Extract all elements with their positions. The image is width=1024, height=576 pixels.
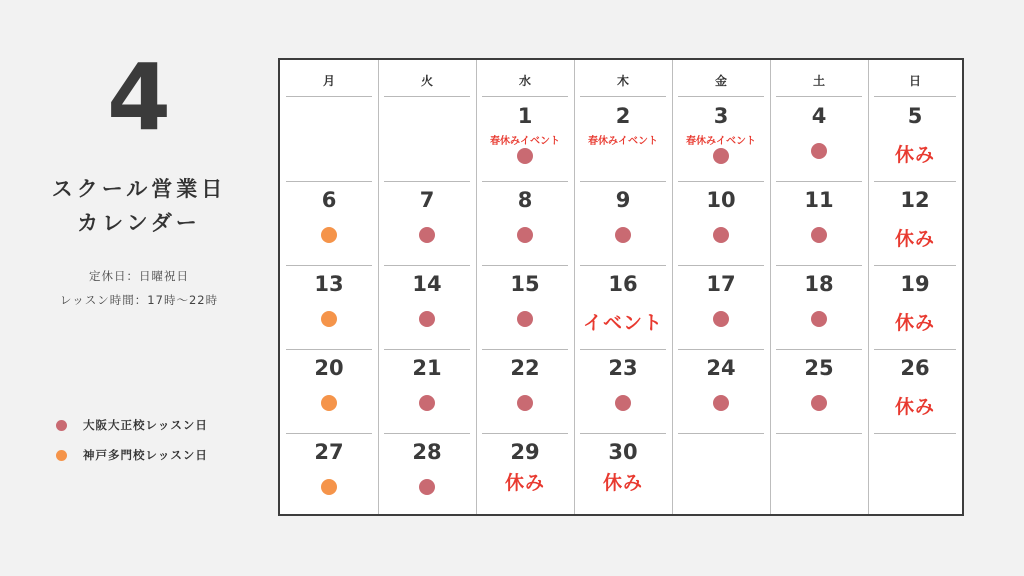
weekday-label: 木	[616, 74, 629, 88]
day-number: 27	[314, 440, 344, 464]
title-line-1: スクール営業日	[51, 177, 227, 201]
day-cell	[476, 266, 574, 350]
day-cell	[280, 434, 378, 516]
day-cell	[672, 266, 770, 350]
day-number: 29	[510, 440, 540, 464]
day-number: 23	[608, 356, 638, 380]
day-cell	[574, 98, 672, 182]
weekday-label: 火	[420, 74, 433, 88]
day-number: 24	[706, 356, 736, 380]
day-cell	[476, 182, 574, 266]
day-cell	[280, 266, 378, 350]
day-cell	[868, 434, 962, 516]
day-number: 6	[321, 188, 337, 212]
kobe-lesson-dot-icon	[321, 479, 337, 495]
closed-label: 休み	[504, 472, 545, 494]
day-cell	[770, 98, 868, 182]
day-number: 10	[706, 188, 736, 212]
lesson-hours-text: レッスン時間：17時〜22時	[59, 293, 219, 307]
osaka-lesson-dot-icon	[615, 395, 631, 411]
weekday-label: 金	[714, 74, 727, 88]
day-number: 13	[314, 272, 344, 296]
legend	[56, 410, 208, 470]
osaka-lesson-dot-icon	[713, 227, 729, 243]
day-number: 14	[412, 272, 442, 296]
day-number: 8	[517, 188, 533, 212]
osaka-lesson-dot-icon	[811, 311, 827, 327]
day-cell	[378, 266, 476, 350]
day-number: 15	[510, 272, 540, 296]
weekday-label: 日	[908, 74, 921, 88]
day-cell	[868, 98, 962, 182]
month-number: 4	[106, 44, 171, 151]
closed-label: 休み	[894, 144, 935, 166]
day-number: 20	[314, 356, 344, 380]
osaka-lesson-dot-icon	[615, 227, 631, 243]
day-number: 3	[713, 104, 729, 128]
day-cell	[378, 434, 476, 516]
day-cell	[770, 350, 868, 434]
day-cell	[476, 434, 574, 516]
osaka-lesson-dot-icon	[811, 395, 827, 411]
weekday-header-2	[476, 60, 574, 98]
day-cell	[378, 98, 476, 182]
kobe-lesson-dot-icon	[321, 227, 337, 243]
closed-label: 休み	[602, 472, 643, 494]
osaka-lesson-dot-icon	[713, 395, 729, 411]
weekday-header-0	[280, 60, 378, 98]
day-cell	[770, 434, 868, 516]
legend-item-kobe	[56, 440, 208, 470]
day-cell	[672, 434, 770, 516]
day-cell	[672, 350, 770, 434]
day-cell	[770, 182, 868, 266]
day-number: 12	[900, 188, 930, 212]
row-divider	[776, 96, 862, 97]
day-number: 16	[608, 272, 638, 296]
osaka-dot-icon	[56, 420, 67, 431]
row-divider	[678, 96, 764, 97]
day-number: 19	[900, 272, 930, 296]
page-title	[0, 172, 278, 240]
day-cell	[574, 182, 672, 266]
day-number: 21	[412, 356, 442, 380]
day-number: 11	[804, 188, 834, 212]
row-divider	[482, 96, 568, 97]
osaka-lesson-dot-icon	[517, 311, 533, 327]
osaka-lesson-dot-icon	[811, 143, 827, 159]
event-label: イベント	[582, 312, 663, 334]
weekday-label: 土	[812, 74, 825, 88]
day-number: 2	[615, 104, 631, 128]
day-cell	[672, 182, 770, 266]
weekday-header-5	[770, 60, 868, 98]
day-cell	[378, 350, 476, 434]
row-divider	[580, 96, 666, 97]
day-number: 22	[510, 356, 540, 380]
osaka-lesson-dot-icon	[517, 395, 533, 411]
day-cell	[868, 350, 962, 434]
day-cell	[476, 350, 574, 434]
day-number: 25	[804, 356, 834, 380]
osaka-lesson-dot-icon	[811, 227, 827, 243]
day-cell	[574, 434, 672, 516]
schedule-info	[0, 264, 278, 312]
closed-label: 休み	[894, 396, 935, 418]
legend-label-osaka: 大阪大正校レッスン日	[83, 418, 208, 432]
day-number: 18	[804, 272, 834, 296]
osaka-lesson-dot-icon	[713, 311, 729, 327]
day-cell	[770, 266, 868, 350]
day-cell	[672, 98, 770, 182]
row-divider	[874, 96, 956, 97]
spring-event-label: 春休みイベント	[490, 136, 560, 147]
legend-item-osaka	[56, 410, 208, 440]
closed-days-text: 定休日：日曜祝日	[89, 269, 189, 283]
day-number: 9	[615, 188, 631, 212]
spring-event-label: 春休みイベント	[686, 136, 756, 147]
osaka-lesson-dot-icon	[517, 227, 533, 243]
day-number: 17	[706, 272, 736, 296]
day-cell	[280, 98, 378, 182]
day-cell	[378, 182, 476, 266]
day-cell	[476, 98, 574, 182]
calendar-grid	[278, 58, 964, 516]
day-number: 1	[517, 104, 533, 128]
day-cell	[280, 350, 378, 434]
kobe-lesson-dot-icon	[321, 395, 337, 411]
day-number: 28	[412, 440, 442, 464]
weekday-header-4	[672, 60, 770, 98]
day-cell	[574, 266, 672, 350]
kobe-dot-icon	[56, 450, 67, 461]
osaka-lesson-dot-icon	[419, 227, 435, 243]
osaka-lesson-dot-icon	[517, 148, 533, 164]
osaka-lesson-dot-icon	[419, 479, 435, 495]
closed-label: 休み	[894, 228, 935, 250]
weekday-header-3	[574, 60, 672, 98]
info-panel	[0, 0, 278, 576]
title-line-2: カレンダー	[77, 211, 201, 235]
osaka-lesson-dot-icon	[419, 311, 435, 327]
closed-label: 休み	[894, 312, 935, 334]
day-number: 5	[907, 104, 923, 128]
day-number: 4	[811, 104, 827, 128]
row-divider	[286, 96, 372, 97]
osaka-lesson-dot-icon	[713, 148, 729, 164]
day-cell	[868, 182, 962, 266]
osaka-lesson-dot-icon	[419, 395, 435, 411]
weekday-label: 水	[518, 74, 531, 88]
kobe-lesson-dot-icon	[321, 311, 337, 327]
day-cell	[574, 350, 672, 434]
weekday-label: 月	[322, 74, 335, 88]
day-number: 26	[900, 356, 930, 380]
weekday-header-6	[868, 60, 962, 98]
day-cell	[280, 182, 378, 266]
legend-label-kobe: 神戸多門校レッスン日	[83, 448, 208, 462]
row-divider	[384, 96, 470, 97]
spring-event-label: 春休みイベント	[588, 136, 658, 147]
day-number: 30	[608, 440, 638, 464]
day-number: 7	[419, 188, 435, 212]
day-cell	[868, 266, 962, 350]
weekday-header-1	[378, 60, 476, 98]
